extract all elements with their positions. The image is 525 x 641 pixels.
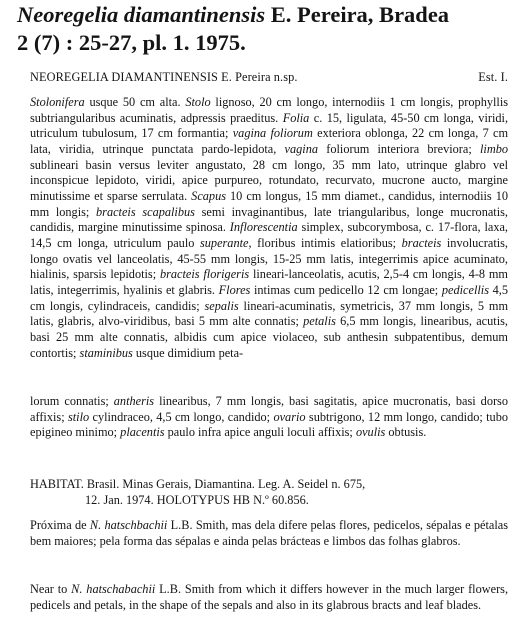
text-run: Próxima de bbox=[30, 518, 87, 532]
text-run: lorum connatis; bbox=[30, 394, 109, 408]
latin-description-part-2 bbox=[30, 394, 508, 441]
text-run: paulo infra apice anguli loculi affixis; bbox=[167, 425, 353, 440]
text-run: simplex, subcorymbosa, c. 17-flora, laxa, 14,5 cm longa, utriculum paulo bbox=[30, 220, 509, 250]
species-ref-italic: N. hatschabachii bbox=[71, 582, 156, 596]
term-italic: bracteis florigeris bbox=[159, 267, 250, 282]
title-species: Neoregelia diamantinensis bbox=[17, 2, 266, 27]
text-run: subtrigono, 12 mm longo, candido; tubo epigineo minimo; bbox=[30, 409, 509, 440]
text-run: involucratis, longo ovatis vel lanceolatis, 45-55 mm longis, 15-25 mm latis, integerrimis apice acuminato, hialinis, sparsis lepidotis; bbox=[30, 235, 509, 282]
text-run: obtusis. bbox=[388, 425, 427, 440]
term-italic: bracteis scapalibus bbox=[96, 204, 195, 219]
text-run: L.B. Smith from which it differs however in the much larger flowers, pedicels and petals, in the shape of the sepals and also in its glabrous bracts and leaf blades. bbox=[30, 582, 509, 612]
english-comparison-note bbox=[30, 582, 508, 614]
species-ref-italic: N. hatschbachii bbox=[89, 518, 168, 532]
text-run: foliorum interiora breviora; bbox=[326, 141, 472, 156]
term-italic: vagina bbox=[284, 141, 319, 156]
text-run: usque 50 cm alta. bbox=[89, 95, 181, 109]
text-run: exteriora oblonga, 22 cm longa, 7 cm lata, viridia, utrinque punctata pardo-lepidota, bbox=[30, 126, 509, 156]
herbarium-number: HB N.º 60.856. bbox=[232, 493, 309, 507]
habitat-date: 12. Jan. 1974. bbox=[85, 493, 154, 507]
term-italic: placentis bbox=[120, 425, 165, 440]
term-italic: ovulis bbox=[355, 425, 386, 440]
habitat-line-2 bbox=[85, 492, 525, 508]
text-run: 4,5 cm longis, cylindraceis, candidis; bbox=[30, 282, 509, 313]
term-italic: staminibus bbox=[79, 345, 133, 360]
text-run: c. 15, ligulata, 45-50 cm longa, viridi, utriculum tubulosum, 17 cm formantia; bbox=[30, 110, 509, 141]
text-run: floribus intimis elatioribus; bbox=[257, 235, 397, 250]
text-run: 10 cm longus, 15 mm diamet., candidus, internodiis 10 mm longis; bbox=[30, 188, 508, 219]
text-run: 6,5 mm longis, linearibus, acutis, basi 25 mm alte connatis, albidis cum apice violaceo, sub anthesin subpatentibus, demum contortis; bbox=[30, 314, 508, 360]
species-author-note: E. Pereira n.sp. bbox=[221, 70, 298, 84]
text-run: semi invaginantibus, late triangularibus, longe mucronatis, candidis, margine minutissime spinosa. bbox=[30, 204, 508, 235]
plate-reference: Est. I. bbox=[478, 70, 508, 84]
species-name-caps: NEOREGELIA DIAMANTINENSIS bbox=[30, 70, 218, 84]
species-heading-line bbox=[30, 70, 508, 85]
term-italic: superante, bbox=[199, 235, 252, 250]
term-italic: Inflorescentia bbox=[229, 220, 298, 235]
text-run: L.B. Smith, mas dela difere pelas flores, pedicelos, sépalas e pétalas bem maiores; pela forma das sépalas e ainda pelas brácteas e limbos das folhas glabros. bbox=[30, 518, 508, 548]
term-italic: Stolonifera bbox=[30, 95, 85, 109]
latin-description-part-1 bbox=[30, 95, 508, 361]
holotype-label: HOLOTYPUS bbox=[156, 493, 230, 507]
term-italic: Scapus bbox=[191, 188, 227, 203]
text-run: usque dimidium peta- bbox=[135, 345, 244, 360]
text-run: Near to bbox=[30, 582, 68, 596]
text-run: cylindraceo, 4,5 cm longo, candido; bbox=[92, 409, 271, 424]
text-run: lineari-acuminatis, symetricis, 37 mm longis, 5 mm latis, glabris, alvo-viridibus, basi 5 mm alte connatis; bbox=[30, 298, 509, 329]
term-italic: limbo bbox=[480, 141, 509, 156]
title-line-1 bbox=[17, 1, 517, 28]
term-italic: ovario bbox=[273, 409, 306, 424]
term-italic: pedicellis bbox=[441, 282, 489, 297]
habitat-line-1: HABITAT. Brasil. Minas Gerais, Diamantina. Leg. A. Seidel n. 675, bbox=[30, 477, 366, 491]
term-italic: vagina foliorum bbox=[232, 126, 313, 141]
title-author: E. Pereira, Bradea bbox=[270, 2, 450, 27]
term-italic: sepalis bbox=[204, 298, 239, 313]
text-run: linearibus, 7 mm longis, basi sagitatis, apice mucronatis, basi dorso affixis; bbox=[30, 394, 508, 424]
text-run: sublineari basin versus leviter angustato, 28 cm longo, 35 mm lato, utrinque glabro vel inconspicue lepidoto, viridi, apice purpureo, rotundato, recurvato, mucrone aucto, margine minutissime et sparse serrulata. bbox=[30, 157, 508, 203]
term-italic: bracteis bbox=[401, 235, 442, 250]
term-italic: Flores bbox=[218, 282, 251, 297]
term-italic: antheris bbox=[113, 394, 155, 408]
text-run: intimas cum pedicello 12 cm longae; bbox=[253, 282, 439, 297]
term-italic: Stolo bbox=[185, 95, 211, 109]
portuguese-comparison-note bbox=[30, 518, 508, 550]
term-italic: stilo bbox=[67, 409, 90, 424]
text-run: lineari-lanceolatis, acutis, 2,5-4 cm longis, 4-8 mm latis, integerrimis, hyalinis et glabris. bbox=[30, 267, 508, 297]
text-run: lignoso, 20 cm longo, internodiis 1 cm longis, prophyllis subtriangularibus acuminatis, adpressis praeditus. bbox=[30, 95, 509, 125]
term-italic: petalis bbox=[303, 314, 336, 329]
title-line-2: 2 (7) : 25-27, pl. 1. 1975. bbox=[17, 30, 246, 55]
term-italic: Folia bbox=[282, 110, 310, 125]
